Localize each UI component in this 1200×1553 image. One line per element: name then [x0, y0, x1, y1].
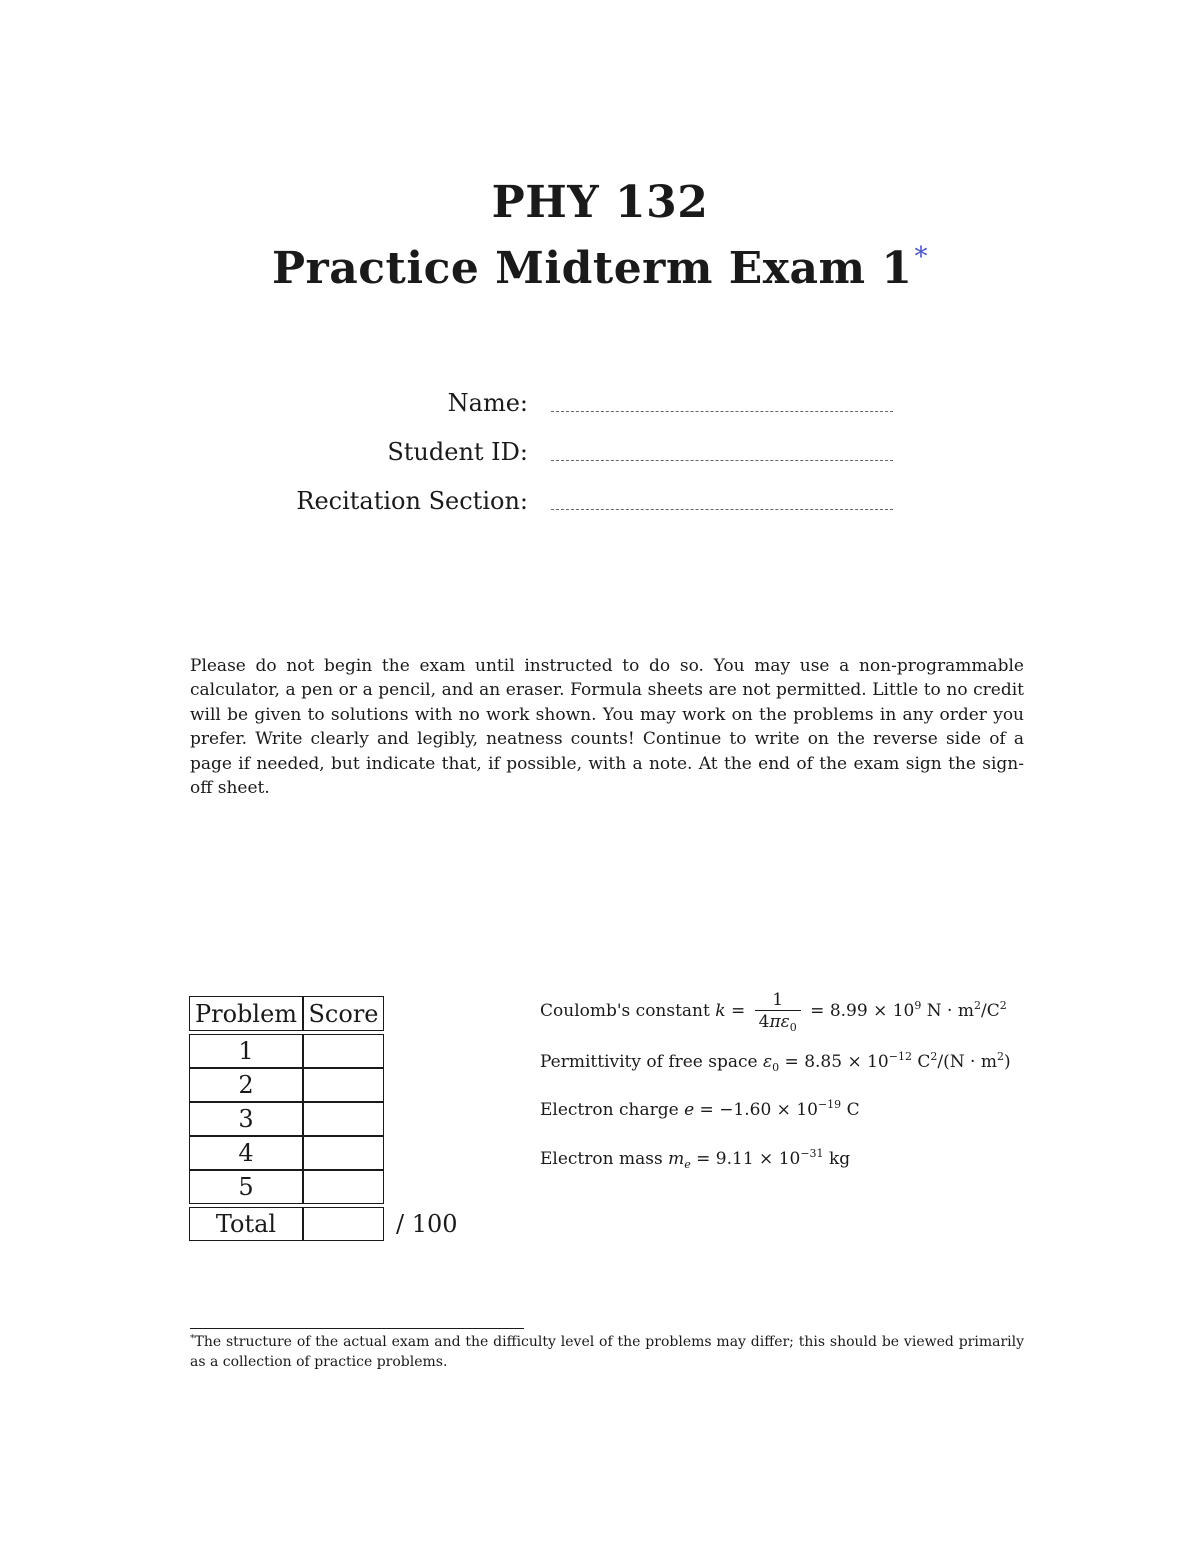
electron-charge: Electron charge $e = -1.60 \times 10^{-19}$ C	[540, 1098, 860, 1120]
total-row	[189, 1207, 458, 1241]
recitation-field-row	[0, 481, 1200, 521]
problem-header: Problem	[189, 996, 303, 1031]
score-header: Score	[303, 996, 384, 1031]
total-max: / 100	[396, 1210, 458, 1238]
permittivity-constant: Permittivity of free space $\varepsilon_0 = 8.85 \times 10^{-12}$ $C^2/(N \cdot m^2)$	[540, 1050, 1011, 1074]
coulomb-constant: Coulomb's constant k = $\frac{1}{4\pi\varepsilon_0}$ = $8.99 \times 10^9$ $N \cdot m^2/C^2$	[540, 990, 1007, 1034]
footnote-text: The structure of the actual exam and the difficulty level of the problems may differ; this should be viewed primarily as a collection of practice problems.	[190, 1334, 1024, 1370]
footnote	[190, 1333, 1024, 1372]
table-row	[189, 1034, 458, 1068]
exam-title-block	[0, 176, 1200, 296]
student-id-label: Student ID:	[387, 438, 528, 466]
exam-title-text: Practice Midterm Exam 1	[271, 243, 913, 294]
problem-number: 3	[189, 1102, 303, 1136]
electron-mass: Electron mass $m_e = 9.11 \times 10^{-31}$ kg	[540, 1147, 851, 1171]
recitation-label: Recitation Section:	[296, 487, 528, 515]
score-cell[interactable]	[303, 1136, 384, 1170]
total-score-cell[interactable]	[303, 1207, 384, 1241]
name-field[interactable]	[551, 411, 893, 412]
name-label: Name:	[447, 389, 528, 417]
score-cell[interactable]	[303, 1034, 384, 1068]
recitation-field[interactable]	[551, 509, 893, 510]
problem-number: 2	[189, 1068, 303, 1102]
table-row	[189, 1102, 458, 1136]
exam-title	[0, 230, 1200, 296]
score-cell[interactable]	[303, 1102, 384, 1136]
table-row	[189, 1170, 458, 1204]
name-field-row	[0, 383, 1200, 423]
problem-number: 4	[189, 1136, 303, 1170]
instructions-paragraph: Please do not begin the exam until instructed to do so. You may use a non-programmable calculator, a pen or a pencil, and an eraser. Formula sheets are not permitted. Little to no credit will be given to solutions with no work shown. You may work on the problems in any order you prefer. Write clearly and legibly, neatness counts! Continue to write on the reverse side of a page if needed, but indicate that, if possible, with a note. At the end of the exam sign the sign-off sheet.	[190, 656, 1024, 799]
problem-number: 1	[189, 1034, 303, 1068]
footnote-divider	[190, 1328, 524, 1329]
score-cell[interactable]	[303, 1170, 384, 1204]
total-label: Total	[189, 1207, 303, 1241]
table-row	[189, 1136, 458, 1170]
coulomb-fraction: $\frac{1}{4\pi\varepsilon_0}$	[755, 990, 801, 1033]
problem-number: 5	[189, 1170, 303, 1204]
footnote-marker: *	[914, 242, 929, 272]
footnote-mark: *	[190, 1334, 195, 1344]
student-id-field[interactable]	[551, 460, 893, 461]
student-id-field-row	[0, 432, 1200, 472]
score-table-header	[189, 996, 458, 1031]
course-title: PHY 132	[491, 177, 709, 228]
score-cell[interactable]	[303, 1068, 384, 1102]
score-table	[189, 996, 458, 1241]
table-row	[189, 1068, 458, 1102]
